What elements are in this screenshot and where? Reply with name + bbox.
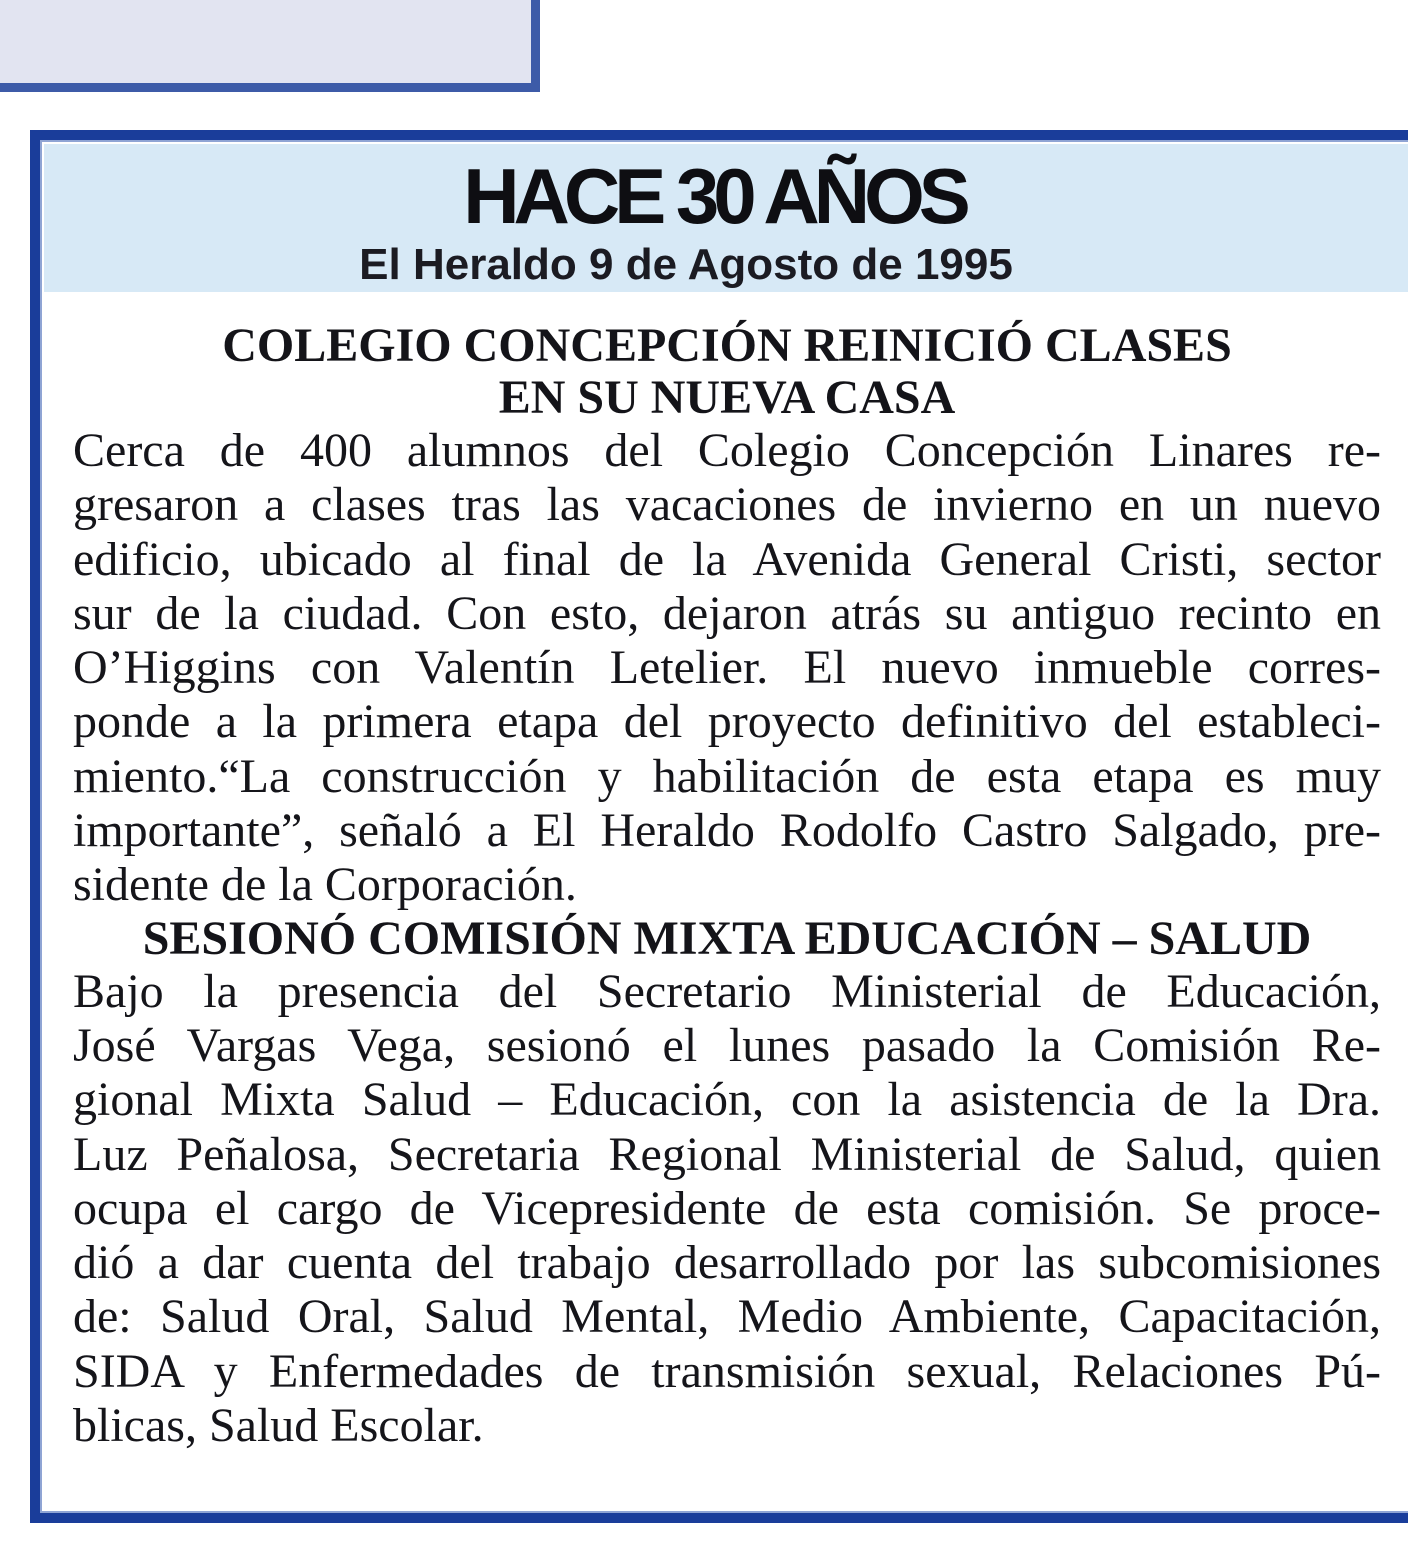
body-line: edificio, ubicado al final de la Avenida General Cristi, sector (73, 532, 1381, 586)
body-line: de: Salud Oral, Salud Mental, Medio Ambiente, Capacitación, (73, 1290, 1381, 1344)
body-line: SIDA y Enfermedades de transmisión sexual, Relaciones Pú- (73, 1344, 1381, 1398)
body-line: José Vargas Vega, sesionó el lunes pasado la Comisión Re- (73, 1018, 1381, 1072)
section-title: HACE 30 AÑOS (463, 152, 965, 240)
article-body (73, 424, 1381, 913)
body-line: Bajo la presencia del Secretario Ministerial de Educación, (73, 964, 1381, 1018)
article-content (73, 320, 1381, 1453)
source-date-line: El Heraldo 9 de Agosto de 1995 (359, 240, 1013, 289)
body-line: ponde a la primera etapa del proyecto definitivo del estableci- (73, 695, 1381, 749)
body-line: gional Mixta Salud – Educación, con la asistencia de la Dra. (73, 1073, 1381, 1127)
body-line: gresaron a clases tras las vacaciones de invierno en un nuevo (73, 478, 1381, 532)
article-headline-line: EN SU NUEVA CASA (498, 371, 956, 424)
body-line: ocupa el cargo de Vicepresidente de esta comisión. Se proce- (73, 1181, 1381, 1235)
body-line: Cerca de 400 alumnos del Colegio Concepción Linares re- (73, 424, 1381, 477)
body-line: sidente de la Corporación. (73, 858, 577, 912)
body-line: dió a dar cuenta del trabajo desarrollado por las subcomisiones (73, 1236, 1381, 1290)
article-body (73, 965, 1381, 1454)
article-comision-mixta (73, 913, 1381, 1454)
article-frame (30, 130, 1408, 1523)
body-line: sur de la ciudad. Con esto, dejaron atrás su antiguo recinto en (73, 586, 1381, 640)
body-line: Luz Peñalosa, Secretaria Regional Ministerial de Salud, quien (73, 1127, 1381, 1181)
article-headline-line: SESIONÓ COMISIÓN MIXTA EDUCACIÓN – SALUD (142, 911, 1312, 965)
body-line: blicas, Salud Escolar. (73, 1399, 484, 1453)
body-line: importante”, señaló a El Heraldo Rodolfo Castro Salgado, pre- (73, 804, 1381, 858)
adjacent-box-fragment (0, 0, 540, 92)
body-line: O’Higgins con Valentín Letelier. El nuevo inmueble corres- (73, 641, 1381, 695)
article-frame-inner-border (40, 140, 1408, 1513)
section-header (44, 144, 1408, 292)
article-headline-line: COLEGIO CONCEPCIÓN REINICIÓ CLASES (222, 319, 1232, 372)
article-colegio-concepcion (73, 320, 1381, 913)
body-line: miento.“La construcción y habilitación de esta etapa es muy (73, 749, 1381, 803)
